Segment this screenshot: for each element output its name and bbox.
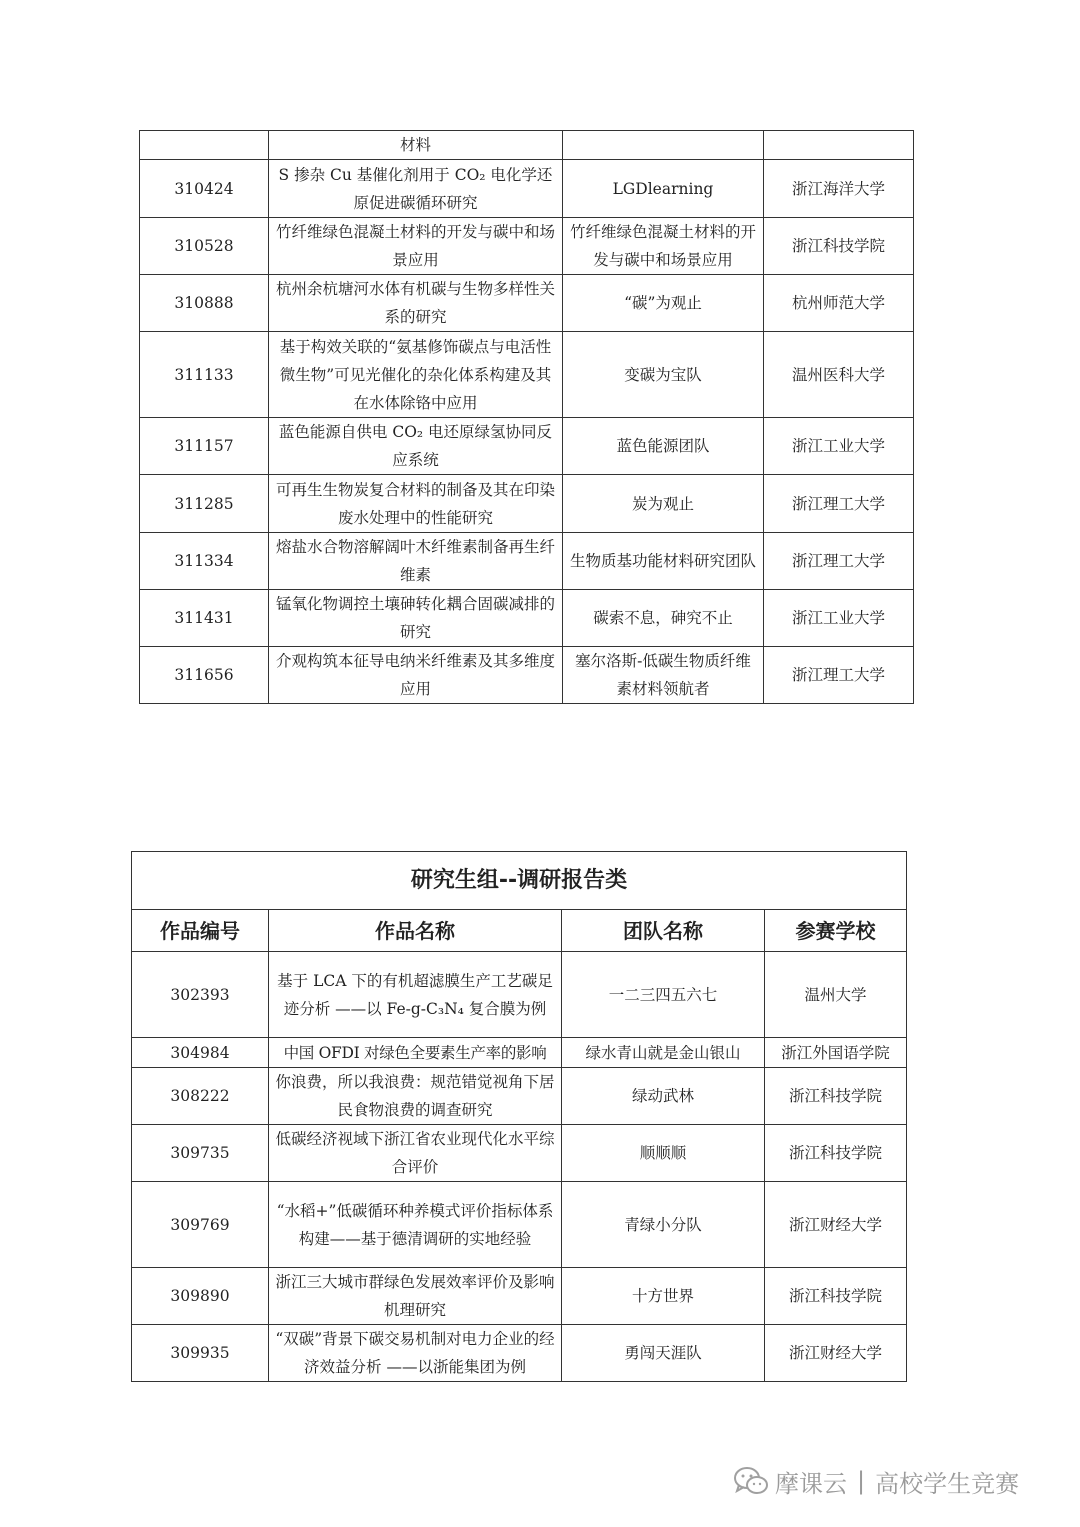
school-name: 浙江海洋大学 — [764, 160, 914, 218]
school-name — [764, 131, 914, 160]
table-row — [140, 475, 914, 533]
work-id: 311656 — [140, 647, 269, 704]
work-name: 介观构筑本征导电纳米纤维素及其多维度应用 — [269, 647, 563, 704]
work-id — [140, 131, 269, 160]
work-id: 311133 — [140, 332, 269, 418]
work-name: 低碳经济视域下浙江省农业现代化水平综合评价 — [269, 1125, 562, 1182]
column-header-id: 作品编号 — [132, 910, 269, 952]
team-name: 勇闯天涯队 — [562, 1325, 765, 1382]
team-name: 竹纤维绿色混凝土材料的开发与碳中和场景应用 — [563, 218, 764, 275]
table-row — [140, 218, 914, 275]
work-id: 310528 — [140, 218, 269, 275]
work-id: 309735 — [132, 1125, 269, 1182]
table-row — [132, 1038, 907, 1068]
team-name: 绿动武林 — [562, 1068, 765, 1125]
team-name: 绿水青山就是金山银山 — [562, 1038, 765, 1068]
table-row — [132, 1125, 907, 1182]
school-name: 浙江外国语学院 — [765, 1038, 907, 1068]
table-row — [132, 1268, 907, 1325]
school-name: 浙江理工大学 — [764, 647, 914, 704]
school-name: 浙江科技学院 — [765, 1125, 907, 1182]
work-id: 310888 — [140, 275, 269, 332]
table-row — [132, 1325, 907, 1382]
team-name: 生物质基功能材料研究团队 — [563, 533, 764, 590]
header-row — [132, 910, 907, 952]
school-name: 浙江理工大学 — [764, 475, 914, 533]
work-id: 311285 — [140, 475, 269, 533]
school-name: 杭州师范大学 — [764, 275, 914, 332]
watermark — [733, 1461, 1019, 1501]
work-name: 材料 — [269, 131, 563, 160]
team-name: 塞尔洛斯-低碳生物质纤维素材料领航者 — [563, 647, 764, 704]
team-name — [563, 131, 764, 160]
school-name: 浙江科技学院 — [765, 1068, 907, 1125]
school-name: 浙江财经大学 — [765, 1325, 907, 1382]
work-id: 304984 — [132, 1038, 269, 1068]
school-name: 浙江理工大学 — [764, 533, 914, 590]
work-name: S 掺杂 Cu 基催化剂用于 CO₂ 电化学还原促进碳循环研究 — [269, 160, 563, 218]
table-row — [140, 131, 914, 160]
school-name: 浙江科技学院 — [765, 1268, 907, 1325]
work-id: 309935 — [132, 1325, 269, 1382]
watermark-label: 高校学生竞赛 — [875, 1469, 1020, 1498]
table-row — [140, 275, 914, 332]
school-name: 浙江工业大学 — [764, 418, 914, 475]
table-row — [132, 1182, 907, 1268]
team-name: 变碳为宝队 — [563, 332, 764, 418]
work-name: 可再生生物炭复合材料的制备及其在印染废水处理中的性能研究 — [269, 475, 563, 533]
team-name: 顺顺顺 — [562, 1125, 765, 1182]
table-row — [140, 590, 914, 647]
work-name: 蓝色能源自供电 CO₂ 电还原绿氢协同反应系统 — [269, 418, 563, 475]
watermark-divider: | — [857, 1467, 866, 1495]
work-id: 308222 — [132, 1068, 269, 1125]
work-id: 311334 — [140, 533, 269, 590]
team-name: 青绿小分队 — [562, 1182, 765, 1268]
table-row — [140, 418, 914, 475]
work-name: 基于构效关联的“氨基修饰碳点与电活性微生物”可见光催化的杂化体系构建及其在水体除铬中应用 — [269, 332, 563, 418]
team-name: 一二三四五六七 — [562, 952, 765, 1038]
work-id: 309769 — [132, 1182, 269, 1268]
school-name: 温州医科大学 — [764, 332, 914, 418]
team-name: LGDlearning — [563, 160, 764, 218]
team-name: 碳索不息，砷究不止 — [563, 590, 764, 647]
work-name: 基于 LCA 下的有机超滤膜生产工艺碳足迹分析 ——以 Fe-g-C₃N₄ 复合膜为例 — [269, 952, 562, 1038]
table-row — [140, 647, 914, 704]
school-name: 浙江工业大学 — [764, 590, 914, 647]
column-header-team: 团队名称 — [562, 910, 765, 952]
research-report-table — [131, 851, 907, 1382]
work-name: 你浪费，所以我浪费：规范错觉视角下居民食物浪费的调查研究 — [269, 1068, 562, 1125]
team-name: “碳”为观止 — [563, 275, 764, 332]
work-id: 310424 — [140, 160, 269, 218]
work-name: 浙江三大城市群绿色发展效率评价及影响机理研究 — [269, 1268, 562, 1325]
table-row — [140, 160, 914, 218]
work-name: “双碳”背景下碳交易机制对电力企业的经济效益分析 ——以浙能集团为例 — [269, 1325, 562, 1382]
column-header-school: 参赛学校 — [765, 910, 907, 952]
team-name: 十方世界 — [562, 1268, 765, 1325]
work-name: 中国 OFDI 对绿色全要素生产率的影响 — [269, 1038, 562, 1068]
award-table-continued — [139, 130, 914, 704]
team-name: 蓝色能源团队 — [563, 418, 764, 475]
table-title-row — [132, 852, 907, 910]
work-name: 竹纤维绿色混凝土材料的开发与碳中和场景应用 — [269, 218, 563, 275]
work-id: 311157 — [140, 418, 269, 475]
school-name: 浙江财经大学 — [765, 1182, 907, 1268]
watermark-brand: 摩课云 — [775, 1469, 847, 1498]
work-name: “水稻+”低碳循环种养模式评价指标体系构建——基于德清调研的实地经验 — [269, 1182, 562, 1268]
school-name: 温州大学 — [765, 952, 907, 1038]
wechat-icon — [733, 1466, 769, 1496]
work-name: 锰氧化物调控土壤砷转化耦合固碳减排的研究 — [269, 590, 563, 647]
table-title: 研究生组--调研报告类 — [132, 852, 907, 910]
table-row — [140, 533, 914, 590]
table-row — [132, 1068, 907, 1125]
table-row — [132, 952, 907, 1038]
team-name: 炭为观止 — [563, 475, 764, 533]
work-id: 302393 — [132, 952, 269, 1038]
work-name: 杭州余杭塘河水体有机碳与生物多样性关系的研究 — [269, 275, 563, 332]
school-name: 浙江科技学院 — [764, 218, 914, 275]
table-row — [140, 332, 914, 418]
work-name: 熔盐水合物溶解阔叶木纤维素制备再生纤维素 — [269, 533, 563, 590]
work-id: 309890 — [132, 1268, 269, 1325]
work-id: 311431 — [140, 590, 269, 647]
column-header-name: 作品名称 — [269, 910, 562, 952]
